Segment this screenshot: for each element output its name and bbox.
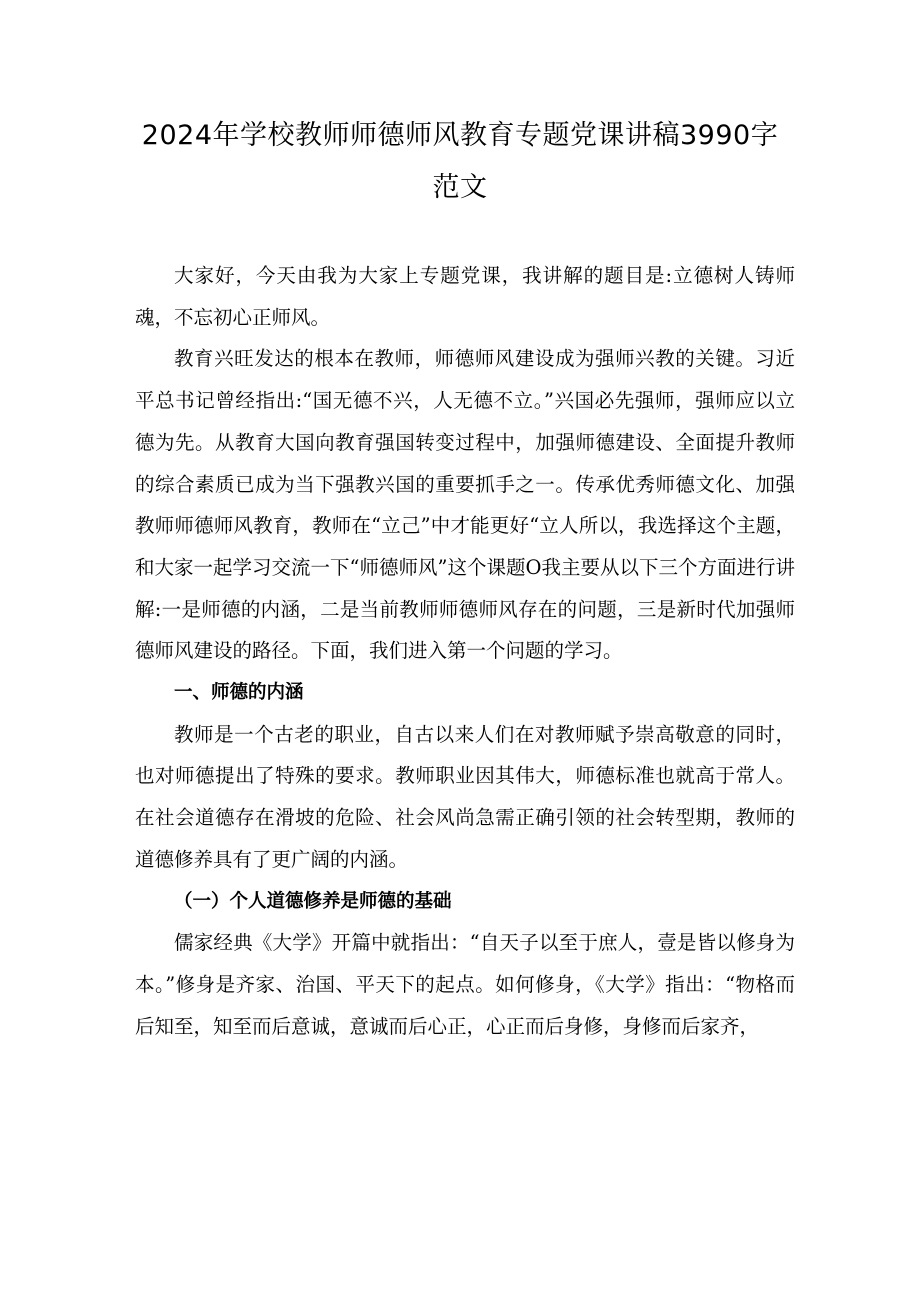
section-heading-1: 一、师德的内涵 xyxy=(174,682,304,704)
subsection-heading-1: （一）个人道德修养是师德的基础 xyxy=(174,890,452,912)
paragraph-introduction: 教育兴旺发达的根本在教师，师德师风建设成为强师兴教的关键。习近平总书记曾经指出:“国无德不兴，人无德不立。”兴国必先强师，强师应以立德为先。从教育大国向教育强国转变过程中，加强师德建设、全面提升教师的综合素质已成为当下强教兴国的重要抓手之一。传承优秀师德文化、加强教师师德师风教育，教师在“立己”中才能更好“立人所以，我选择这个主题，和大家一起学习交流一下“师德师风”这个课题O我主要从以下三个方面进行讲解:一是师德的内涵，二是当前教师师德师风存在的问题，三是新时代加强师德师风建设的路径。下面，我们进入第一个问题的学习。 xyxy=(135,347,795,663)
paragraph-subsection-1: 儒家经典《大学》开篇中就指出：“自天子以至于庶人，壹是皆以修身为本。”修身是齐家、治国、平天下的起点。如何修身，《大学》指出：“物格而后知至，知至而后意诚，意诚而后心正，心正而后身修，身修而后家齐， xyxy=(135,931,795,1038)
title-line-2: 范文 xyxy=(432,172,488,203)
paragraph-greeting: 大家好，今天由我为大家上专题党课，我讲解的题目是:立德树人铸师魂，不忘初心正师风。 xyxy=(135,264,795,329)
document-title xyxy=(120,110,800,214)
paragraph-section-1: 教师是一个古老的职业，自古以来人们在对教师赋予崇高敬意的同时，也对师德提出了特殊的要求。教师职业因其伟大，师德标准也就高于常人。在社会道德存在滑坡的危险、社会风尚急需正确引领的社会转型期，教师的道德修养具有了更广阔的内涵。 xyxy=(135,722,795,871)
title-line-1: 2024年学校教师师德师风教育专题党课讲稿3990字 xyxy=(141,120,779,151)
document-body xyxy=(135,255,795,1047)
